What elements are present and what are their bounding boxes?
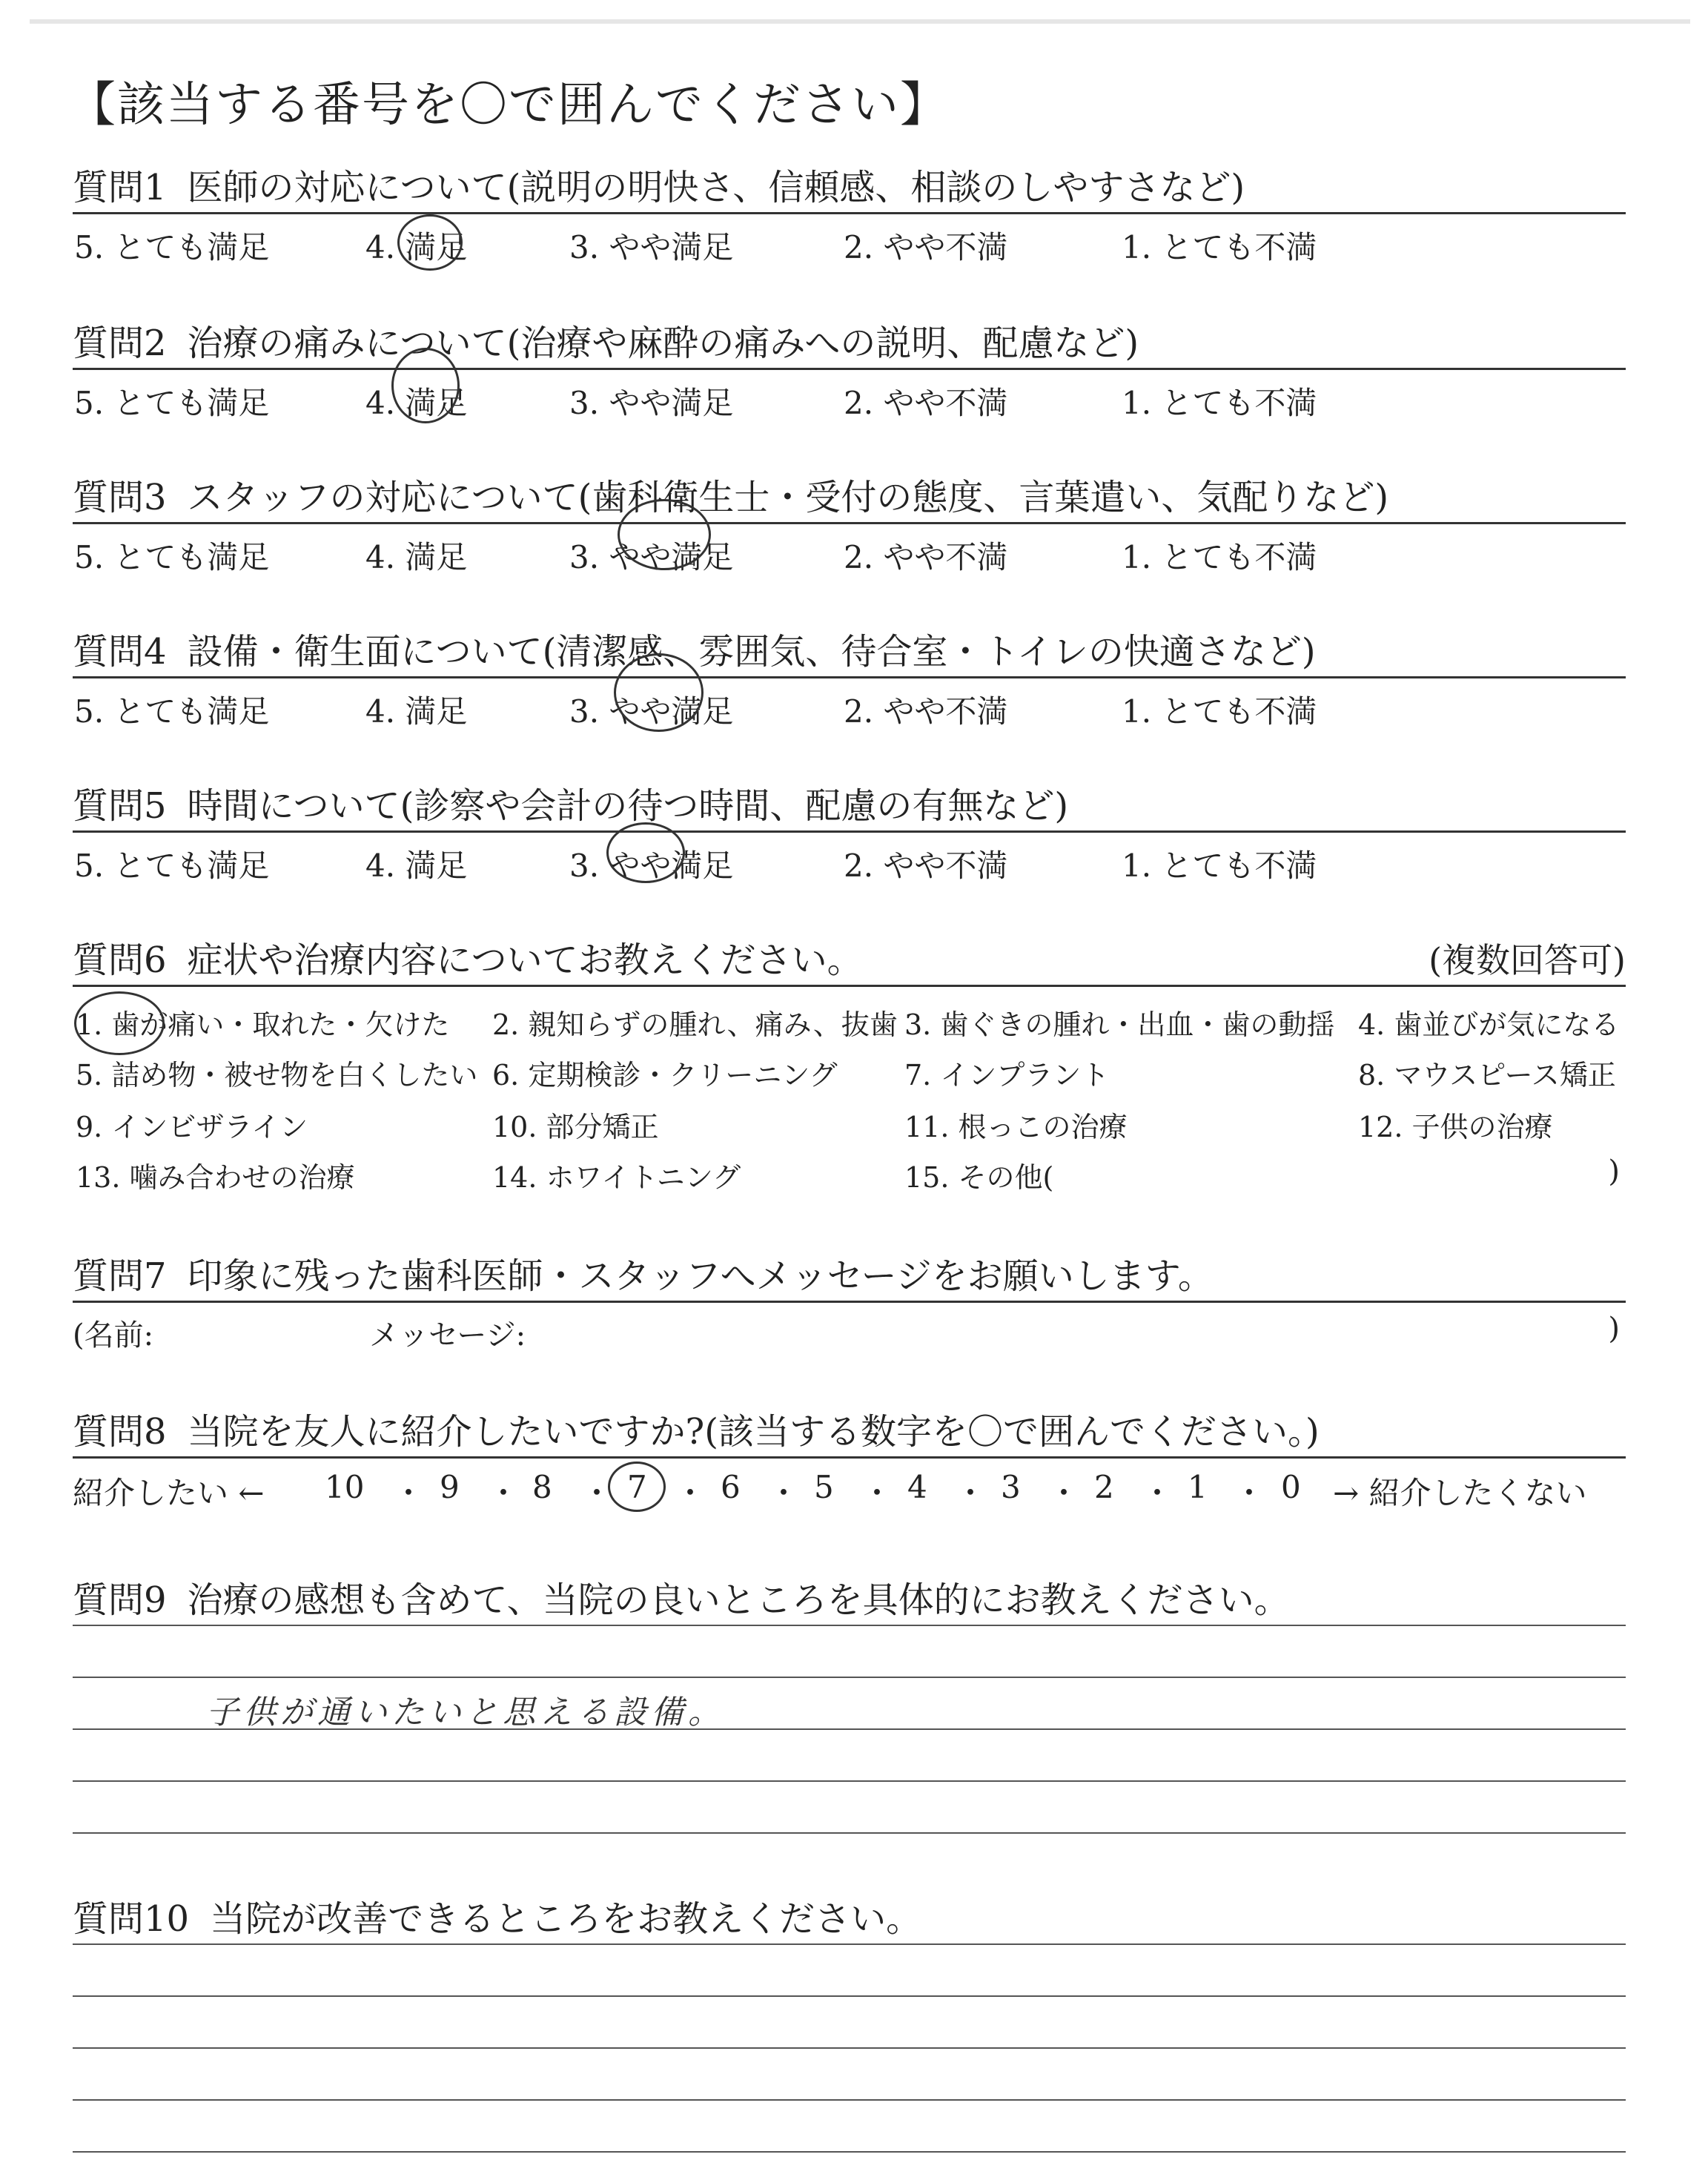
option-1[interactable]: 1. とても不満 — [1122, 693, 1317, 730]
name-label: (名前: — [73, 1318, 154, 1353]
question-1 — [73, 163, 1626, 265]
symptom-option[interactable]: 8. マウスピース矯正 — [1358, 1059, 1616, 1091]
option-1[interactable]: 1. とても不満 — [1122, 848, 1317, 884]
scale-dot: ・ — [768, 1475, 800, 1511]
question-number: 質問8 — [73, 1411, 167, 1453]
question-text: 当院が改善できるところをお教えください。 — [210, 1898, 922, 1940]
handwritten-answer: 子供が通いたいと思える設備。 — [206, 1694, 725, 1731]
scale-value[interactable]: 5 — [814, 1469, 834, 1505]
option-5[interactable]: 5. とても満足 — [74, 693, 270, 730]
answer-lines — [73, 1945, 1626, 2153]
scale-value[interactable]: 3 — [1001, 1469, 1021, 1505]
scale-right-label: → 紹介したくない — [1333, 1475, 1587, 1511]
question-text: 医師の対応について(説明の明快さ、信頼感、相談のしやすさなど) — [187, 167, 1245, 208]
scale-dot: ・ — [675, 1475, 706, 1511]
question-number: 質問2 — [73, 323, 167, 364]
question-number: 質問1 — [73, 167, 167, 208]
scale-dot: ・ — [393, 1475, 425, 1511]
option-5[interactable]: 5. とても満足 — [74, 385, 270, 421]
symptom-option[interactable]: 2. 親知らずの腫れ、痛み、抜歯 — [492, 1008, 898, 1041]
page-title: 【該当する番号を〇で囲んでください】 — [68, 78, 949, 133]
option-2[interactable]: 2. やや不満 — [844, 848, 1008, 884]
question-2 — [73, 319, 1626, 421]
scale-dot: ・ — [581, 1475, 613, 1511]
scale-left-label: 紹介したい ← — [73, 1475, 265, 1511]
symptom-option[interactable]: 12. 子供の治療 — [1358, 1111, 1553, 1143]
scale-value[interactable]: 7 — [627, 1469, 647, 1505]
option-3[interactable]: 3. やや満足 — [569, 385, 734, 421]
question-text: 設備・衛生面について(清潔感、雰囲気、待合室・トイレの快適さなど) — [187, 631, 1316, 673]
option-1[interactable]: 1. とても不満 — [1122, 539, 1317, 575]
multiple-answer-note: (複数回答可) — [1429, 940, 1626, 980]
symptom-option[interactable]: 11. 根っこの治療 — [904, 1111, 1128, 1143]
recommend-scale — [73, 1459, 1626, 1511]
question-number: 質問5 — [73, 785, 167, 827]
option-2[interactable]: 2. やや不満 — [844, 385, 1008, 421]
option-3[interactable]: 3. やや満足 — [569, 229, 734, 265]
question-number: 質問7 — [73, 1255, 167, 1297]
question-6 — [73, 936, 1626, 1195]
question-text: 症状や治療内容についてお教えください。 — [187, 939, 863, 981]
question-text: 治療の痛みについて(治療や麻酔の痛みへの説明、配慮など) — [187, 323, 1139, 364]
question-number: 質問3 — [73, 477, 167, 518]
question-number: 質問9 — [73, 1579, 167, 1621]
message-label: メッセージ: — [369, 1318, 526, 1353]
question-number: 質問10 — [73, 1898, 190, 1940]
rating-options — [73, 214, 1626, 265]
symptom-option[interactable]: 7. インプラント — [904, 1059, 1110, 1091]
question-number: 質問6 — [73, 939, 167, 981]
question-9 — [73, 1576, 1626, 1834]
option-4[interactable]: 4. 満足 — [365, 229, 468, 265]
scale-value[interactable]: 6 — [721, 1469, 741, 1505]
scale-dot: ・ — [1048, 1475, 1080, 1511]
option-5[interactable]: 5. とても満足 — [74, 229, 270, 265]
question-text: 当院を友人に紹介したいですか?(該当する数字を〇で囲んでください。) — [187, 1411, 1320, 1453]
scale-value[interactable]: 10 — [325, 1469, 365, 1505]
option-2[interactable]: 2. やや不満 — [844, 693, 1008, 730]
message-close-paren: ) — [1608, 1312, 1620, 1346]
symptom-option[interactable]: 4. 歯並びが気になる — [1358, 1008, 1620, 1041]
question-text: スタッフの対応について(歯科衛生士・受付の態度、言葉遣い、気配りなど) — [187, 477, 1389, 518]
option-4[interactable]: 4. 満足 — [365, 848, 468, 884]
scale-dot: ・ — [955, 1475, 987, 1511]
option-1[interactable]: 1. とても不満 — [1122, 229, 1317, 265]
scale-value[interactable]: 8 — [532, 1469, 552, 1505]
option-4[interactable]: 4. 満足 — [365, 693, 468, 730]
question-5 — [73, 782, 1626, 884]
question-text: 時間について(診察や会計の待つ時間、配慮の有無など) — [187, 785, 1069, 827]
symptom-option[interactable]: 13. 噛み合わせの治療 — [76, 1161, 355, 1194]
option-4[interactable]: 4. 満足 — [365, 539, 468, 575]
question-3 — [73, 473, 1626, 575]
symptom-option-other[interactable]: 15. その他( — [904, 1161, 1054, 1194]
rating-options — [73, 524, 1626, 575]
question-number: 質問4 — [73, 631, 167, 673]
option-5[interactable]: 5. とても満足 — [74, 848, 270, 884]
symptom-option[interactable]: 5. 詰め物・被せ物を白くしたい — [76, 1059, 478, 1091]
option-4[interactable]: 4. 満足 — [365, 385, 468, 421]
rating-options — [73, 833, 1626, 884]
rating-options — [73, 370, 1626, 421]
question-4 — [73, 627, 1626, 730]
option-3[interactable]: 3. やや満足 — [569, 848, 734, 884]
question-10 — [73, 1895, 1626, 2153]
scale-value[interactable]: 1 — [1188, 1469, 1208, 1505]
option-2[interactable]: 2. やや不満 — [844, 539, 1008, 575]
scale-dot: ・ — [1142, 1475, 1174, 1511]
scale-value[interactable]: 2 — [1094, 1469, 1114, 1505]
symptom-option[interactable]: 14. ホワイトニング — [492, 1161, 741, 1194]
option-3[interactable]: 3. やや満足 — [569, 693, 734, 730]
scale-value[interactable]: 4 — [907, 1469, 927, 1505]
symptom-option[interactable]: 3. 歯ぐきの腫れ・出血・歯の動揺 — [904, 1008, 1335, 1041]
option-3[interactable]: 3. やや満足 — [569, 539, 734, 575]
scale-value[interactable]: 9 — [440, 1469, 460, 1505]
question-7 — [73, 1252, 1626, 1353]
scale-value[interactable]: 0 — [1281, 1469, 1301, 1505]
symptom-options — [73, 987, 1626, 1195]
option-5[interactable]: 5. とても満足 — [74, 539, 270, 575]
question-text: 印象に残った歯科医師・スタッフへメッセージをお願いします。 — [187, 1255, 1214, 1297]
message-row — [73, 1303, 1626, 1353]
rating-options — [73, 678, 1626, 730]
scale-dot: ・ — [488, 1475, 520, 1511]
symptom-option[interactable]: 1. 歯が痛い・取れた・欠けた — [76, 1008, 450, 1041]
scale-dot: ・ — [861, 1475, 893, 1511]
other-close-paren: ) — [1608, 1155, 1620, 1189]
question-text: 治療の感想も含めて、当院の良いところを具体的にお教えください。 — [187, 1579, 1290, 1621]
option-1[interactable]: 1. とても不満 — [1122, 385, 1317, 421]
symptom-option[interactable]: 10. 部分矯正 — [492, 1111, 659, 1143]
symptom-option[interactable]: 9. インビザライン — [76, 1111, 308, 1143]
scale-dot: ・ — [1234, 1475, 1265, 1511]
scan-edge — [30, 19, 1690, 24]
option-2[interactable]: 2. やや不満 — [844, 229, 1008, 265]
question-8 — [73, 1407, 1626, 1511]
symptom-option[interactable]: 6. 定期検診・クリーニング — [492, 1059, 838, 1091]
